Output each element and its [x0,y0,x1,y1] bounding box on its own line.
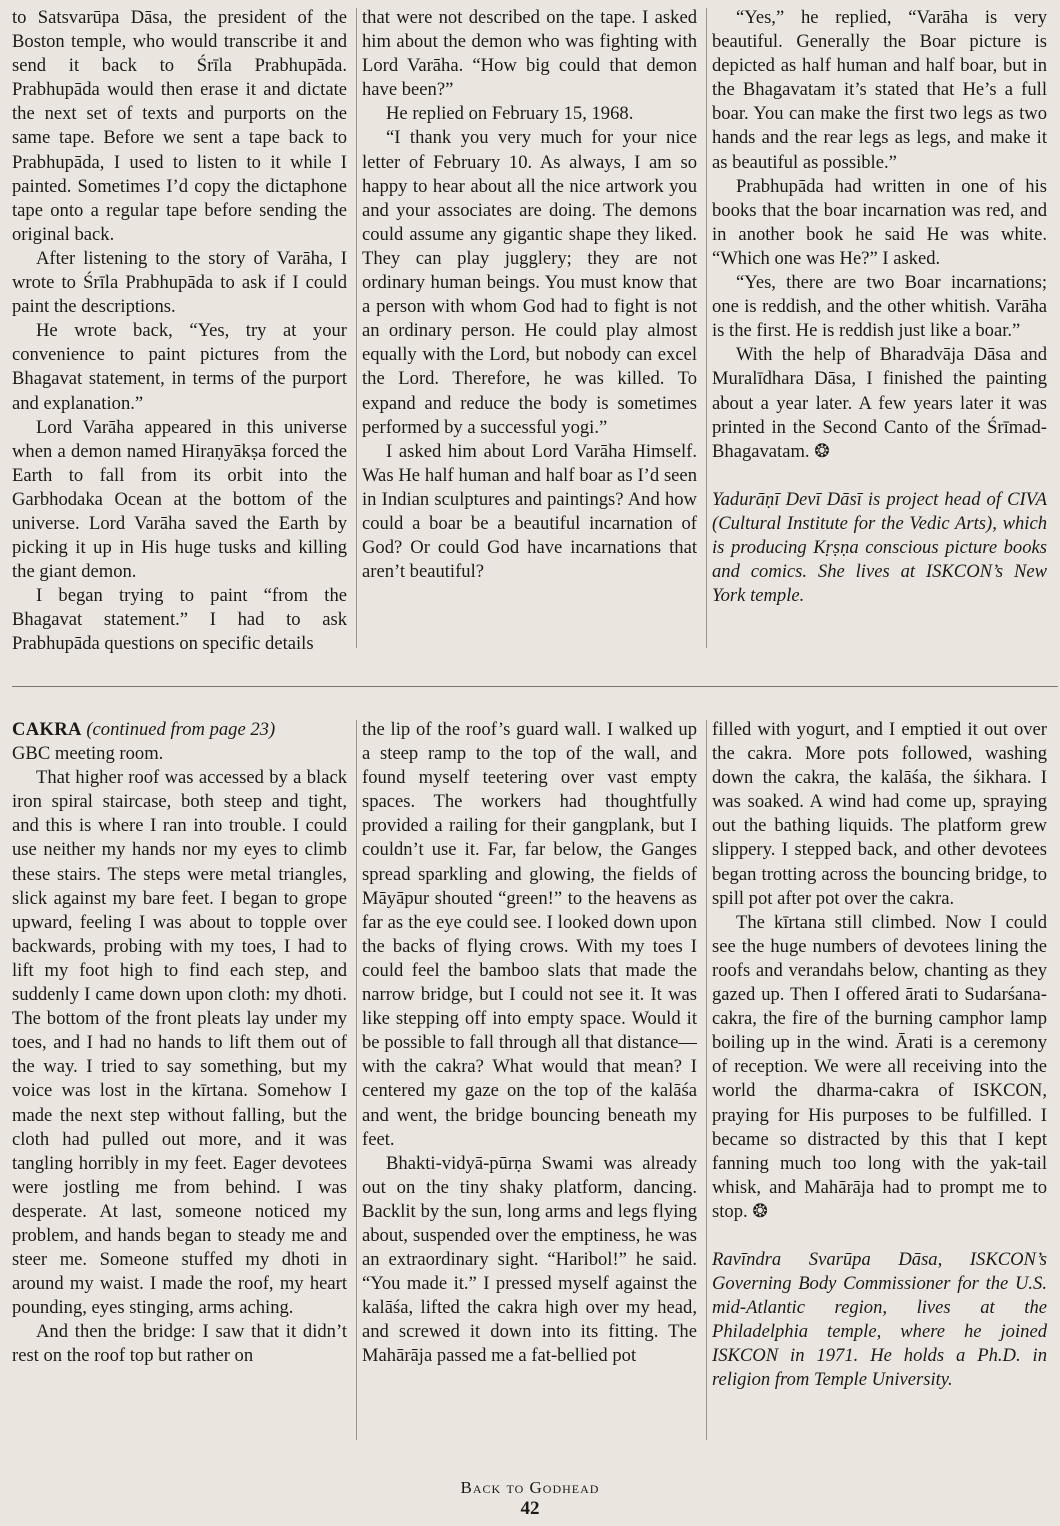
bottom-column-3 [712,718,1047,1448]
continued-note: (continued from page 23) [86,719,276,740]
bottom-column-1 [12,718,347,1448]
paragraph: That higher roof was accessed by a black iron spiral staircase, both steep and tight, and this is where I ran into trouble. I could use neither my hands nor my eyes to climb these stairs. The steps were metal triangles, slick against my bare feet. I began to grope upward, feeling I was about to topple over backwards, probing with my toes, I had to lift my foot high to find each step, and suddenly I came down upon cloth: my dhoti. The bottom of the front pleats lay under my toes, and I had no hands to lift them out of the way. I tried to say something, but my voice was lost in the kīrtana. Somehow I made the next step without falling, but the cloth had pulled out more, and it was tangling horribly in my feet. Eager devotees were jostling me from behind. I was desperate. At last, someone noticed my problem, and hands began to steady me and steer me. Someone stuffed my dhoti in around my waist. I made the roof, my heart pounding, eyes stinging, arms aching. [12,767,347,1319]
paragraph: He replied on February 15, 1968. [386,103,634,125]
author-bio: Ravīndra Svarūpa Dāsa, ISKCON’s Governing Body Commissioner for the U.S. mid-Atlantic region, lives at the Philadelphia temple, where he joined ISKCON in 1971. He holds a Ph.D. in religion from Temple University. [712,1248,1047,1391]
paragraph-text: The kīrtana still climbed. Now I could see the huge numbers of devotees lining the roofs and verandahs below, chanting as they gazed up. Then I offered ārati to Sudarśana-cakra, the fire of the burning camphor lamp boiling up in the wind. Ārati is a ceremony of reception. We were all receiving into the world the dharma-cakra of ISKCON, praying for His purposes to be fulfilled. I became so distracted by this that I kept fanning much too long with the yak-tail whisk, and Mahārāja had to prompt me to stop. [712,911,1047,1222]
paragraph: “Yes,” he replied, “Varāha is very beautiful. Generally the Boar picture is depicted as half human and half boar, but in the Bhagavatam it’s stated that He’s a full boar. You can make the first two legs as two hands and the rear legs as legs, and make it as beautiful as possible.” [712,7,1047,173]
paragraph: And then the bridge: I saw that it didn’t rest on the roof top but rather on [12,1321,347,1367]
paragraph: Prabhupāda had written in one of his books that the boar incarnation was red, and in another book he said He was white. “Which one was He?” I asked. [712,175,1047,269]
section-divider [12,686,1058,687]
paragraph: “Yes, there are two Boar incarnations; one is reddish, and the other whitish. Varāha is the first. He is reddish just like a boar.” [712,272,1047,342]
magazine-name: Back to Godhead [460,1478,600,1497]
column-rule [706,8,707,648]
end-mark-icon: ❂ [752,1200,768,1222]
paragraph: “I thank you very much for your nice letter of February 10. As always, I am so happy to hear about all the nice artwork you and your associates are doing. The demons could assume any gigantic shape they liked. They can play jugglery; they are not ordinary human beings. You must know that a person with whom God had to fight is not an ordinary person. He could play almost equally with the Lord, but nobody can excel the Lord. Therefore, he was killed. To expand and reduce the body is sometimes performed by a successful yogi.” [362,127,697,438]
paragraph: I asked him about Lord Varāha Himself. Was He half human and half boar as I’d seen in Indian sculptures and paintings? And how could a boar be a beautiful incarnation of God? Or could God have incarnations that aren’t beautiful? [362,440,697,583]
column-rule [356,720,357,1440]
paragraph [712,343,1047,463]
end-mark-icon: ❂ [814,440,830,462]
paragraph: GBC meeting room. [12,743,164,765]
paragraph: to Satsvarūpa Dāsa, the president of the Boston temple, who would transcribe it and send it back to Śrīla Prabhupāda. Prabhupāda would then erase it and dictate the next set of texts and purports on the same tape. Before we sent a tape back to Prabhupāda, I used to listen to it while I painted. Sometimes I’d copy the dictaphone tape onto a regular tape before sending the original back. [12,7,347,245]
column-rule [706,720,707,1440]
top-column-3 [712,6,1047,654]
top-article [12,6,1048,654]
top-column-1 [12,6,347,654]
paragraph: I began trying to paint “from the Bhagavat statement.” I had to ask Prabhupāda questions on specific details [12,585,347,654]
paragraph: that were not described on the tape. I asked him about the demon who was fighting with Lord Varāha. “How big could that demon have been?” [362,7,697,101]
article-heading-line [12,718,347,742]
author-bio: Yadurāṇī Devī Dāsī is project head of CIVA (Cultural Institute for the Vedic Arts), which is producing Kṛṣṇa conscious picture books and comics. She lives at ISKCON’s New York temple. [712,488,1047,607]
page-footer [0,1478,1060,1520]
top-column-2 [362,6,697,654]
paragraph: the lip of the roof’s guard wall. I walked up a steep ramp to the top of the wall, and found myself teetering over vast empty spaces. The workers had thoughtfully provided a railing for their gangplank, but I couldn’t use it. Far, far below, the Ganges spread sparkling and glowing, the fields of Māyāpur shouted “green!” to the heavens as far as the eye could see. I looked down upon the backs of flying crows. With my toes I could feel the bamboo slats that made the narrow bridge, but I could not see it. It was like stepping off into empty space. Would it be possible to fall through all that distance—with the cakra? What would that mean? I centered my gaze on the top of the kalāśa and went, the bridge bouncing beneath my feet. [362,719,697,1150]
paragraph: Bhakti-vidyā-pūrṇa Swami was already out on the tiny shaky platform, dancing. Backlit by the sun, long arms and legs flying about, suspended over the emptiness, he was an extraordinary sight. “Haribol!” he said. “You made it.” I pressed myself against the kalāśa, lifted the cakra high over my head, and screwed it down into its fitting. The Mahārāja passed me a fat-bellied pot [362,1152,697,1367]
bottom-column-2 [362,718,697,1448]
page-number: 42 [520,1498,540,1519]
article-heading: CAKRA [12,719,82,740]
paragraph [712,911,1047,1224]
paragraph: After listening to the story of Varāha, I wrote to Śrīla Prabhupāda to ask if I could paint the descriptions. [12,247,347,318]
bottom-article [12,718,1048,1448]
paragraph: Lord Varāha appeared in this universe when a demon named Hiraṇyākṣa forced the Earth to fall from its orbit into the Garbhodaka Ocean at the bottom of the universe. Lord Varāha saved the Earth by picking it up in His huge tusks and killing the giant demon. [12,416,347,583]
paragraph: He wrote back, “Yes, try at your convenience to paint pictures from the Bhagavat statement, in terms of the purport and explanation.” [12,320,347,414]
paragraph-text: With the help of Bharadvāja Dāsa and Muralīdhara Dāsa, I finished the painting about a year later. A few years later it was printed in the Second Canto of the Śrīmad-Bhagavatam. [712,344,1047,462]
paragraph: filled with yogurt, and I emptied it out over the cakra. More pots followed, washing down the cakra, the kalāśa, the śikhara. I was soaked. A wind had come up, spraying out the bathing liquids. The platform grew slippery. I stepped back, and other devotees began trotting across the bouncing bridge, to spill pot after pot over the cakra. [712,719,1047,909]
column-rule [356,8,357,648]
